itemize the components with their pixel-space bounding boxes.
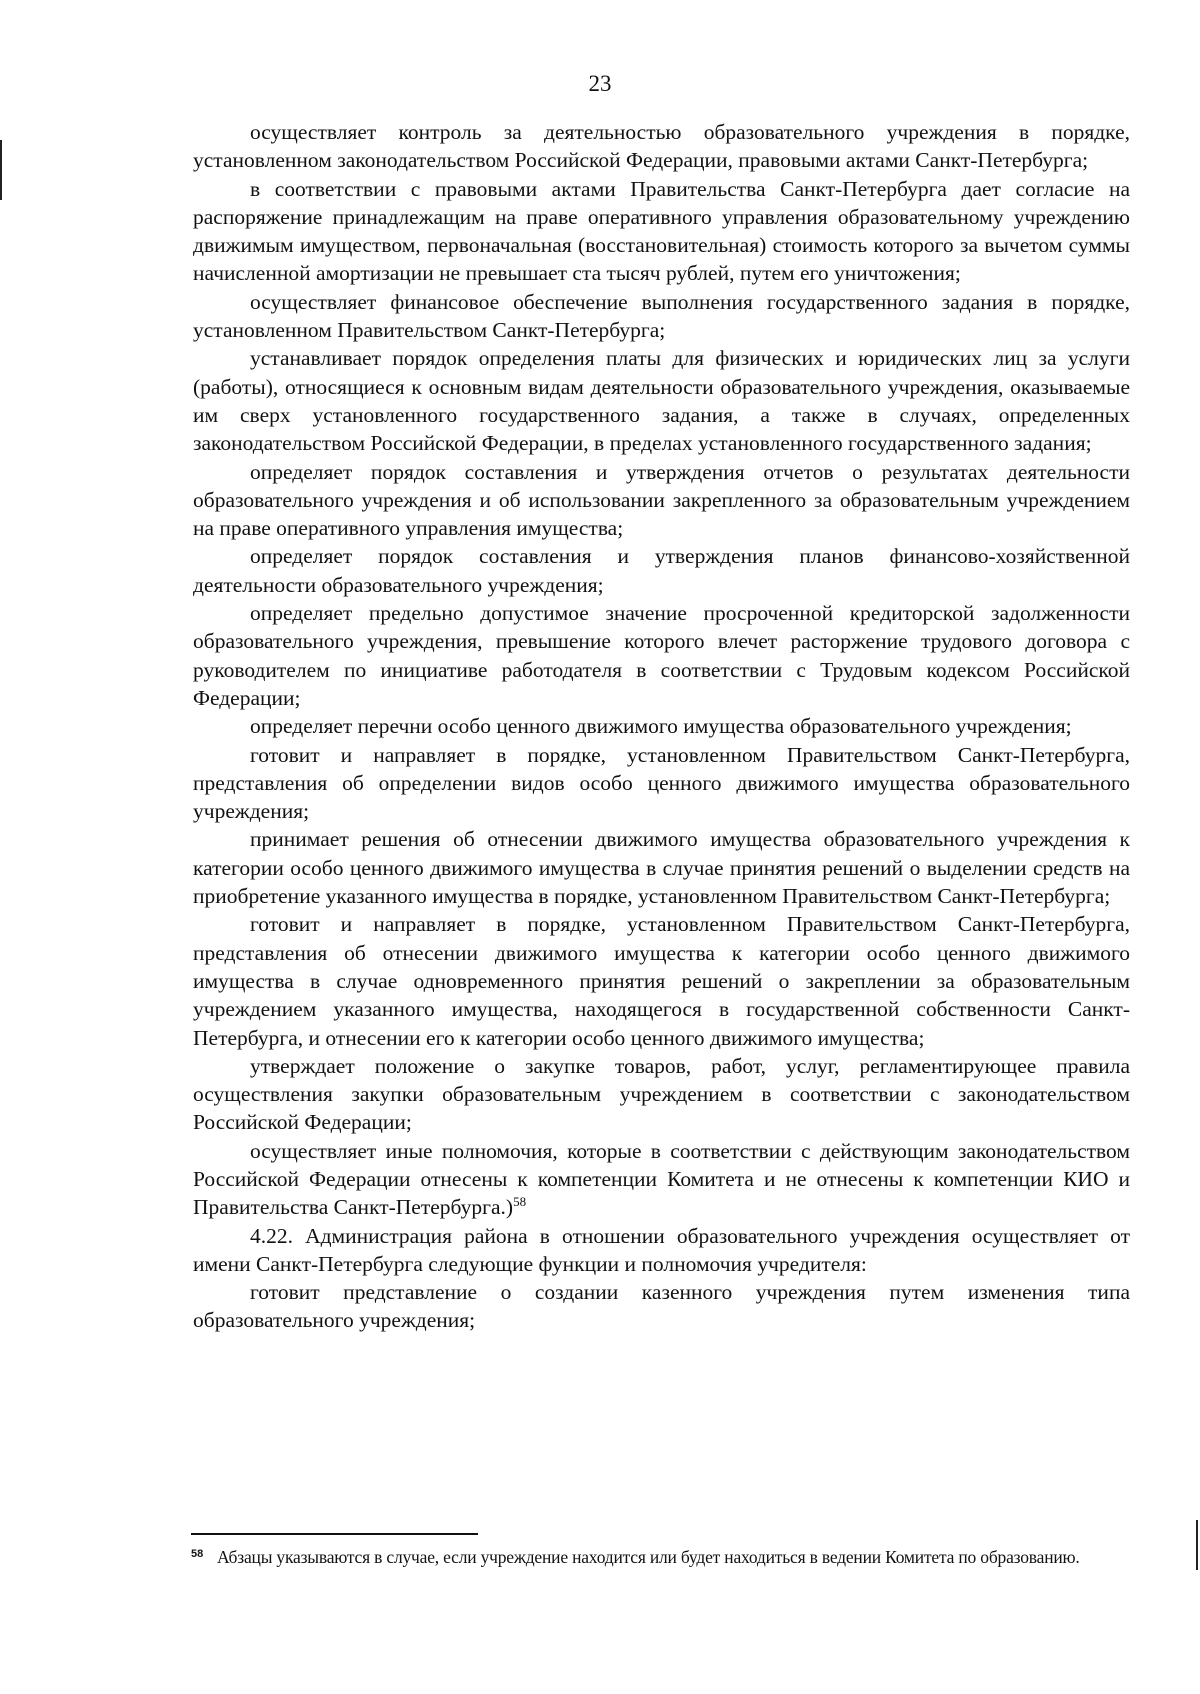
footnote-mark: 58 bbox=[191, 1548, 204, 1560]
paragraph: принимает решения об отнесении движимого имущества образовательного учреждения к категории особо ценного движимого имущества в случае принятия решений о выделении средств на приобретение указанного имущества в порядке, установленном Правительством Санкт-Петербурга; bbox=[193, 827, 1130, 909]
paragraph: осуществляет финансовое обеспечение выполнения государственного задания в порядке, установленном Правительством Санкт-Петербурга; bbox=[193, 289, 1130, 343]
document-body bbox=[193, 118, 1130, 1335]
paragraph: определяет порядок составления и утверждения отчетов о результатах деятельности образовательного учреждения и об использовании закрепленного за образовательным учреждением на праве оперативного управления имущества; bbox=[193, 459, 1130, 541]
section-paragraph: 4.22. Администрация района в отношении образовательного учреждения осуществляет от имени Санкт-Петербурга следующие функции и полномочия учредителя: bbox=[193, 1223, 1130, 1276]
paragraph-with-footnote bbox=[193, 1137, 1130, 1222]
paragraph: готовит и направляет в порядке, установленном Правительством Санкт-Петербурга, представления об отнесении движимого имущества к категории особо ценного движимого имущества в случае одновременного принятия решений о закреплении за образовательным учреждением указанного имущества, находящегося в государственной собственности Санкт-Петербурга, и отнесении его к категории особо ценного движимого имущества; bbox=[193, 912, 1130, 1050]
paragraph: готовит представление о создании казенного учреждения путем изменения типа образовательного учреждения; bbox=[193, 1280, 1130, 1333]
paragraph: определяет предельно допустимое значение просроченной кредиторской задолженности образовательного учреждения, превышение которого влечет расторжение трудового договора с руководителем по инициативе работодателя в соответствии с Трудовым кодексом Российской Федерации; bbox=[193, 601, 1130, 710]
footnote-separator bbox=[191, 1533, 478, 1535]
paragraph: утверждает положение о закупке товаров, работ, услуг, регламентирующее правила осуществления закупки образовательным учреждением в соответствии с законодательством Российской Федерации; bbox=[193, 1053, 1130, 1135]
footnote bbox=[191, 1546, 1131, 1569]
page-number: 23 bbox=[588, 71, 612, 96]
footnote-text: Абзацы указываются в случае, если учреждение находится или будет находиться в ведении Комитета по образованию. bbox=[217, 1547, 1080, 1567]
scan-artifact bbox=[1196, 1520, 1198, 1570]
paragraph: устанавливает порядок определения платы для физических и юридических лиц за услуги (работы), относящиеся к основным видам деятельности образовательного учреждения, оказываемые им сверх установленного государственного задания, а также в случаях, определенных законодательством Российской Федерации, в пределах установленного государственного задания; bbox=[193, 346, 1130, 456]
paragraph: в соответствии с правовыми актами Правительства Санкт-Петербурга дает согласие на распоряжение принадлежащим на праве оперативного управления образовательному учреждению движимым имуществом, первоначальная (восстановительная) стоимость которого за вычетом суммы начисленной амортизации не превышает ста тысяч рублей, путем его уничтожения; bbox=[193, 176, 1130, 286]
scan-artifact bbox=[0, 140, 2, 200]
paragraph: осуществляет контроль за деятельностью образовательного учреждения в порядке, установленном законодательством Российской Федерации, правовыми актами Санкт-Петербурга; bbox=[193, 120, 1130, 173]
footnote-reference: 58 bbox=[513, 1194, 527, 1210]
paragraph: определяет перечни особо ценного движимого имущества образовательного учреждения; bbox=[250, 714, 1072, 739]
paragraph-text: осуществляет иные полномочия, которые в соответствии с действующим законодательством Российской Федерации отнесены к компетенции Комитета и не отнесены к компетенции КИО и Правительства Санкт-Петербурга.) bbox=[193, 1138, 1130, 1220]
paragraph: готовит и направляет в порядке, установленном Правительством Санкт-Петербурга, представления об определении видов особо ценного движимого имущества образовательного учреждения; bbox=[193, 742, 1130, 824]
paragraph: определяет порядок составления и утверждения планов финансово-хозяйственной деятельности образовательного учреждения; bbox=[193, 544, 1130, 597]
